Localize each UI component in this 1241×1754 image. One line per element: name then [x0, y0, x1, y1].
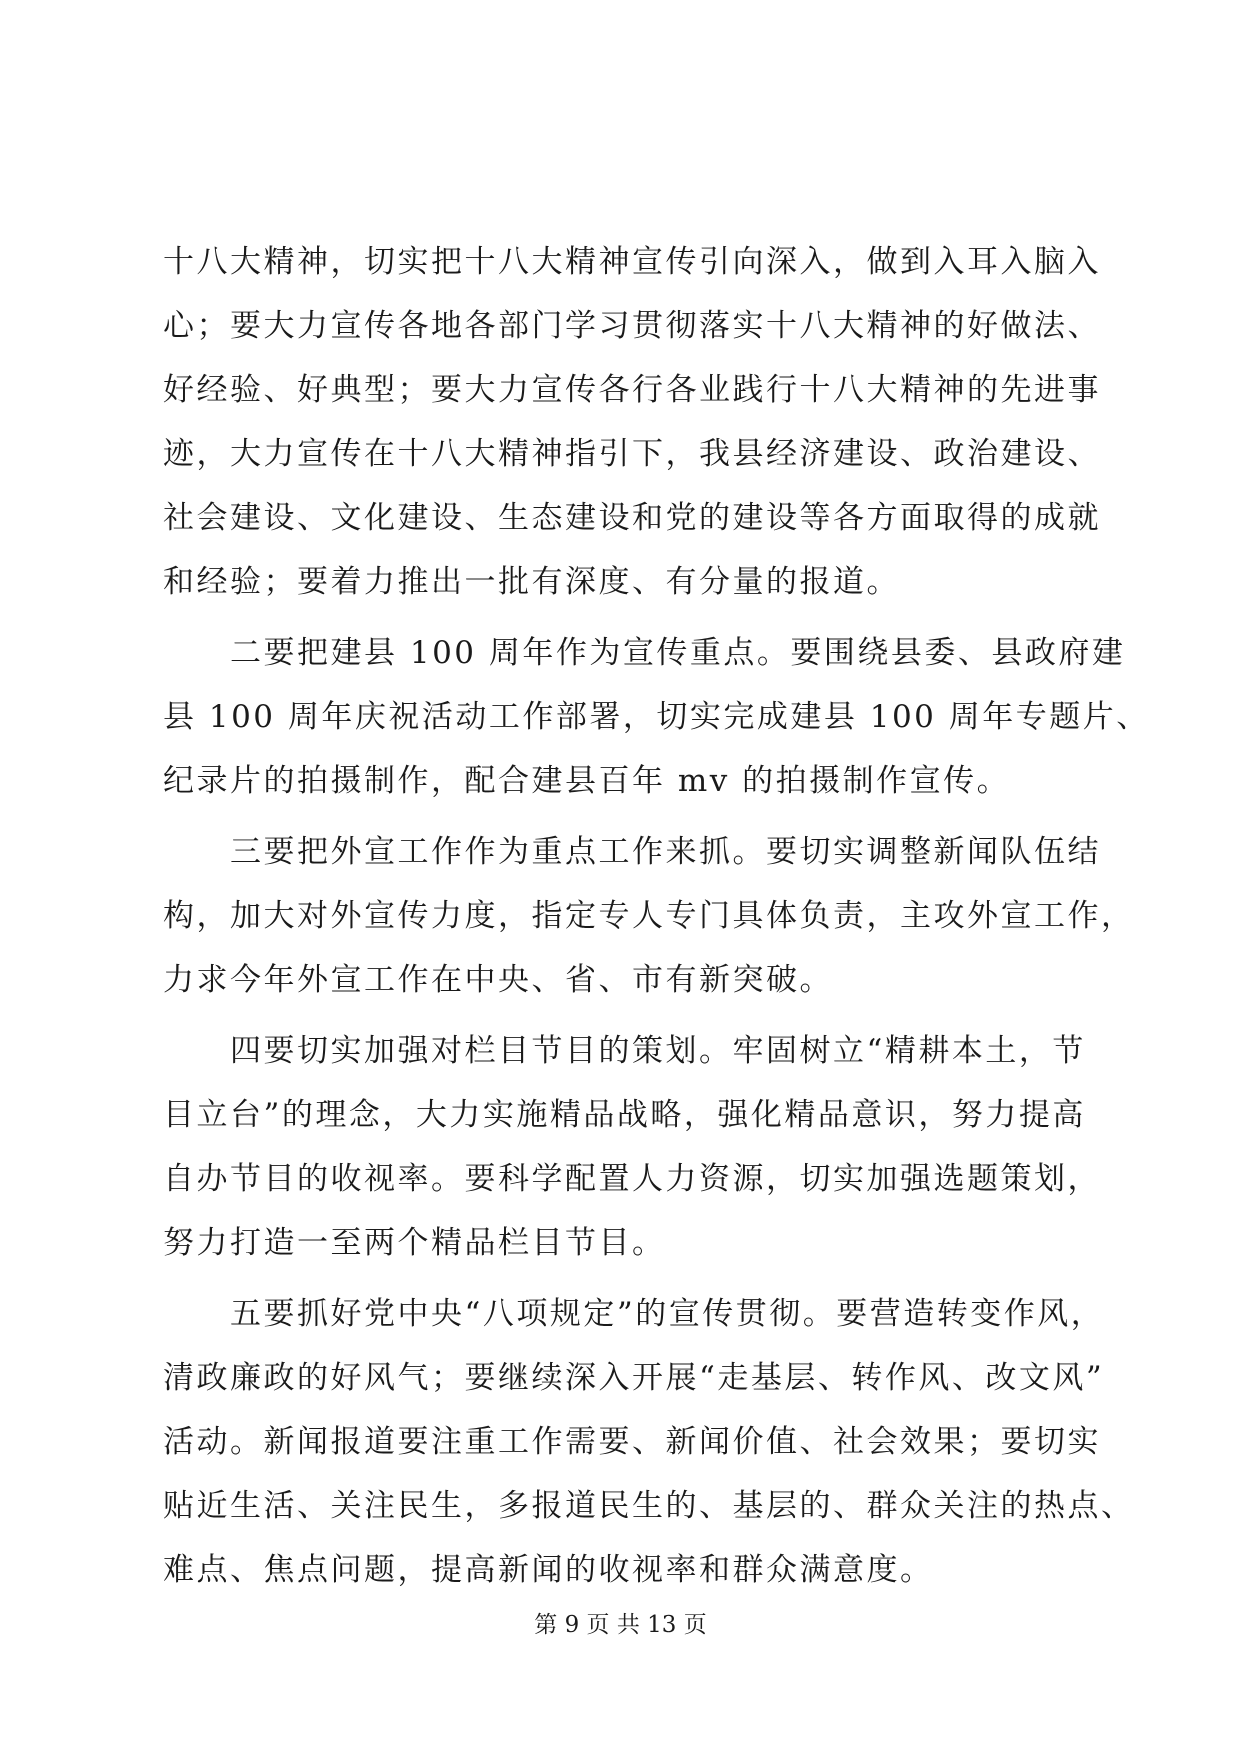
text-line: 活动。新闻报道要注重工作需要、新闻价值、社会效果；要切实 [163, 1424, 1101, 1460]
text-line: 三要把外宣工作作为重点工作来抓。要切实调整新闻队伍结 [163, 834, 1101, 870]
page-footer: 第 9 页 共 13 页 [534, 1612, 707, 1638]
text-line: 好经验、好典型；要大力宣传各行各业践行十八大精神的先进事 [163, 372, 1101, 408]
text-line: 和经验；要着力推出一批有深度、有分量的报道。 [163, 564, 900, 600]
text-line: 五要抓好党中央“八项规定”的宣传贯彻。要营造转变作风， [163, 1296, 1105, 1332]
text-line: 努力打造一至两个精品栏目节目。 [163, 1225, 666, 1261]
text-line: 十八大精神，切实把十八大精神宣传引向深入，做到入耳入脑入 [163, 244, 1101, 280]
text-line: 清政廉政的好风气；要继续深入开展“走基层、转作风、改文风” [163, 1360, 1105, 1396]
text-line: 难点、焦点问题，提高新闻的收视率和群众满意度。 [163, 1552, 934, 1588]
text-line: 自办节目的收视率。要科学配置人力资源，切实加强选题策划， [163, 1161, 1101, 1197]
paragraph-gap [163, 813, 1093, 820]
text-line: 构，加大对外宣传力度，指定专人专门具体负责，主攻外宣工作， [163, 898, 1135, 934]
text-line: 贴近生活、关注民生，多报道民生的、基层的、群众关注的热点、 [163, 1488, 1135, 1524]
paragraph-gap [163, 1275, 1093, 1282]
document-body [163, 230, 1150, 1602]
paragraph-gap [163, 614, 1093, 621]
text-line: 目立台”的理念，大力实施精品战略，强化精品意识，努力提高 [163, 1097, 1086, 1133]
text-line: 四要切实加强对栏目节目的策划。牢固树立“精耕本土，节 [163, 1033, 1086, 1069]
text-line: 二要把建县 100 周年作为宣传重点。要围绕县委、县政府建 [163, 635, 1126, 671]
text-line: 迹，大力宣传在十八大精神指引下，我县经济建设、政治建设、 [163, 436, 1101, 472]
text-line: 纪录片的拍摄制作，配合建县百年 mv 的拍摄制作宣传。 [163, 763, 1011, 799]
paragraph-gap [163, 1012, 1093, 1019]
text-line: 力求今年外宣工作在中央、省、市有新突破。 [163, 962, 833, 998]
text-line: 心；要大力宣传各地各部门学习贯彻落实十八大精神的好做法、 [163, 308, 1101, 344]
text-line: 社会建设、文化建设、生态建设和党的建设等各方面取得的成就 [163, 500, 1101, 536]
text-line: 县 100 周年庆祝活动工作部署，切实完成建县 100 周年专题片、 [163, 699, 1150, 735]
